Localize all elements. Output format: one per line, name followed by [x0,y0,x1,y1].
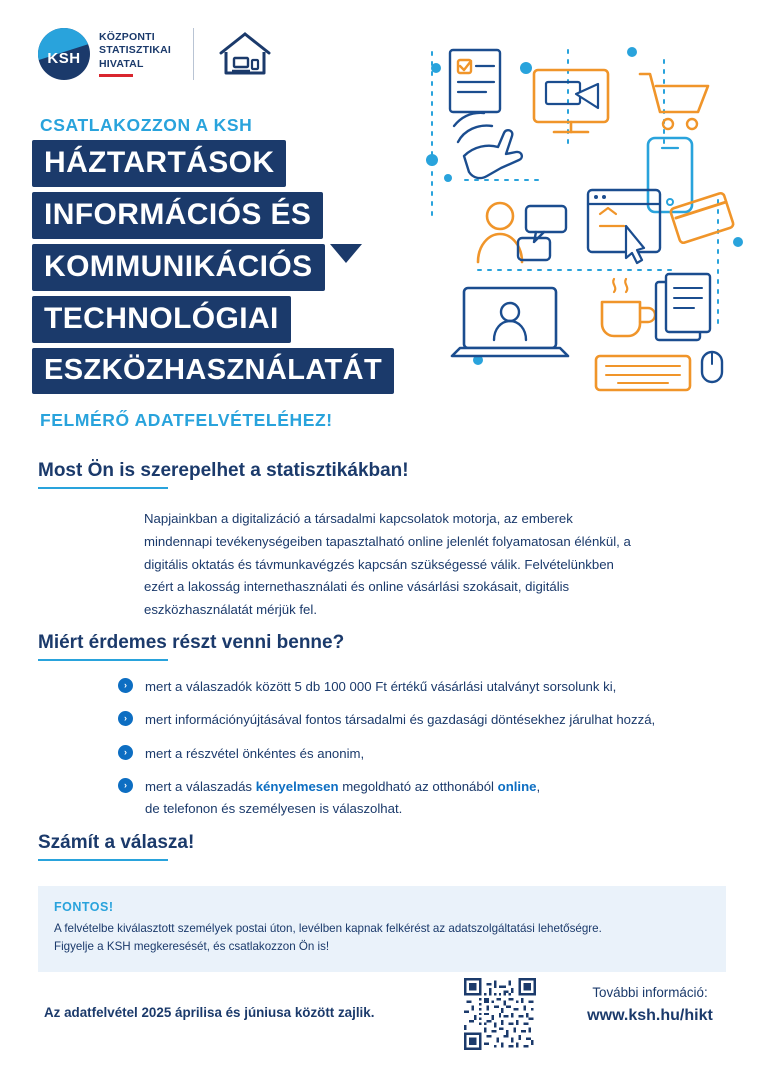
section-underline [38,487,168,489]
list-item-text-post: , [536,779,541,795]
logo-word-line1: KÖZPONTI [99,30,155,43]
list-item [118,709,698,730]
hero-kicker: CSATLAKOZZON A KSH [40,115,253,135]
chevron-right-icon: › [118,678,133,693]
section-underline [38,859,168,861]
chevron-right-icon: › [118,745,133,760]
section-heading-statistics-text: Most Ön is szerepelhet a statisztikákban! [38,460,409,481]
ksh-logo-text: KSH [47,50,81,67]
highlight-kenyelmesen: kényelmesen [255,779,339,795]
section-underline [38,659,168,661]
section-heading-why-participate-text: Miért érdemes részt venni benne? [38,632,345,653]
notice-title: FONTOS! [54,900,114,914]
section-heading-your-answer-matters-text: Számít a válasza! [38,832,195,853]
chevron-right-icon: › [118,711,133,726]
hero-title-line-5: ESZKÖZHASZNÁLATÁT [32,348,394,394]
notice-line-2: Figyelje a KSH megkeresését, és csatlakozzon Ön is! [54,939,330,953]
header-logo-area [38,28,274,80]
benefits-list [118,676,698,831]
list-item-text-mid: megoldható az otthonából [338,779,498,795]
section-heading-why-participate [38,632,344,666]
qr-code[interactable] [464,978,536,1050]
section-heading-your-answer-matters [38,832,194,866]
list-item-label: mert a részvétel önkéntes és anonim, [145,745,365,761]
list-item [118,676,698,697]
hero-title-line-1: HÁZTARTÁSOK [32,140,286,187]
ksh-logo-mark [38,28,90,80]
logo-word-line3: HIVATAL [99,57,144,70]
notice-line-1: A felvételbe kiválasztott személyek postai úton, levélben kapnak felkérést az adatszolgáltatási lehetőségre. [54,922,602,935]
list-item [118,743,698,764]
logo-word-line2: STATISZTIKAI [99,44,172,57]
highlight-online: online [497,779,537,795]
more-info-label: További információ: [592,985,708,1000]
list-item-label: mert a válaszadók között 5 db 100 000 Ft értékű vásárlási utalványt sorsolunk ki, [145,679,617,694]
list-item-label [145,776,540,819]
ict-illustration [418,30,748,420]
ksh-logo [38,28,171,80]
section-heading-statistics [38,460,409,494]
logo-divider [193,28,194,80]
footer-contact [560,985,740,1025]
important-notice-box [38,886,726,972]
hero-title-line-2: INFORMÁCIÓS ÉS [32,192,323,239]
hero-subkicker: FELMÉRŐ ADATFELVÉTELÉHEZ! [40,410,333,430]
hero-title-stack [32,140,432,399]
hero-title-line-3: KOMMUNIKÁCIÓS [32,244,325,291]
website-url[interactable]: www.ksh.hu/hikt [587,1007,713,1024]
list-item [118,776,698,819]
house-computer-icon [216,28,274,80]
ksh-logo-wordmark [99,31,171,77]
survey-period-note: Az adatfelvétel 2025 áprilisa és júniusa között zajlik. [44,1005,375,1020]
hero-title-pointer [330,244,362,263]
list-item-text-pre: mert a válaszadás [145,779,256,795]
chevron-right-icon: › [118,778,133,793]
list-item-second-line: de telefonon és személyesen is válaszolhat. [145,800,403,816]
logo-red-rule [99,74,133,77]
intro-paragraph: Napjainkban a digitalizáció a társadalmi kapcsolatok motorja, az emberek mindennapi tevékenységeiben tapasztalható online jelenlét folyamatosan élénkül, a digitális oktatás és távmunkavégzés kapcsán szükségessé válik. Felvételünkben ezért a lakosság internethasználati és online vásárlási szokásait, digitális eszközhasználatát mérjük fel. [144,511,631,618]
hero-title-line-4: TECHNOLÓGIAI [32,296,291,343]
list-item-label: mert információnyújtásával fontos társadalmi és gazdasági döntésekhez járulhat hozzá, [145,712,656,728]
